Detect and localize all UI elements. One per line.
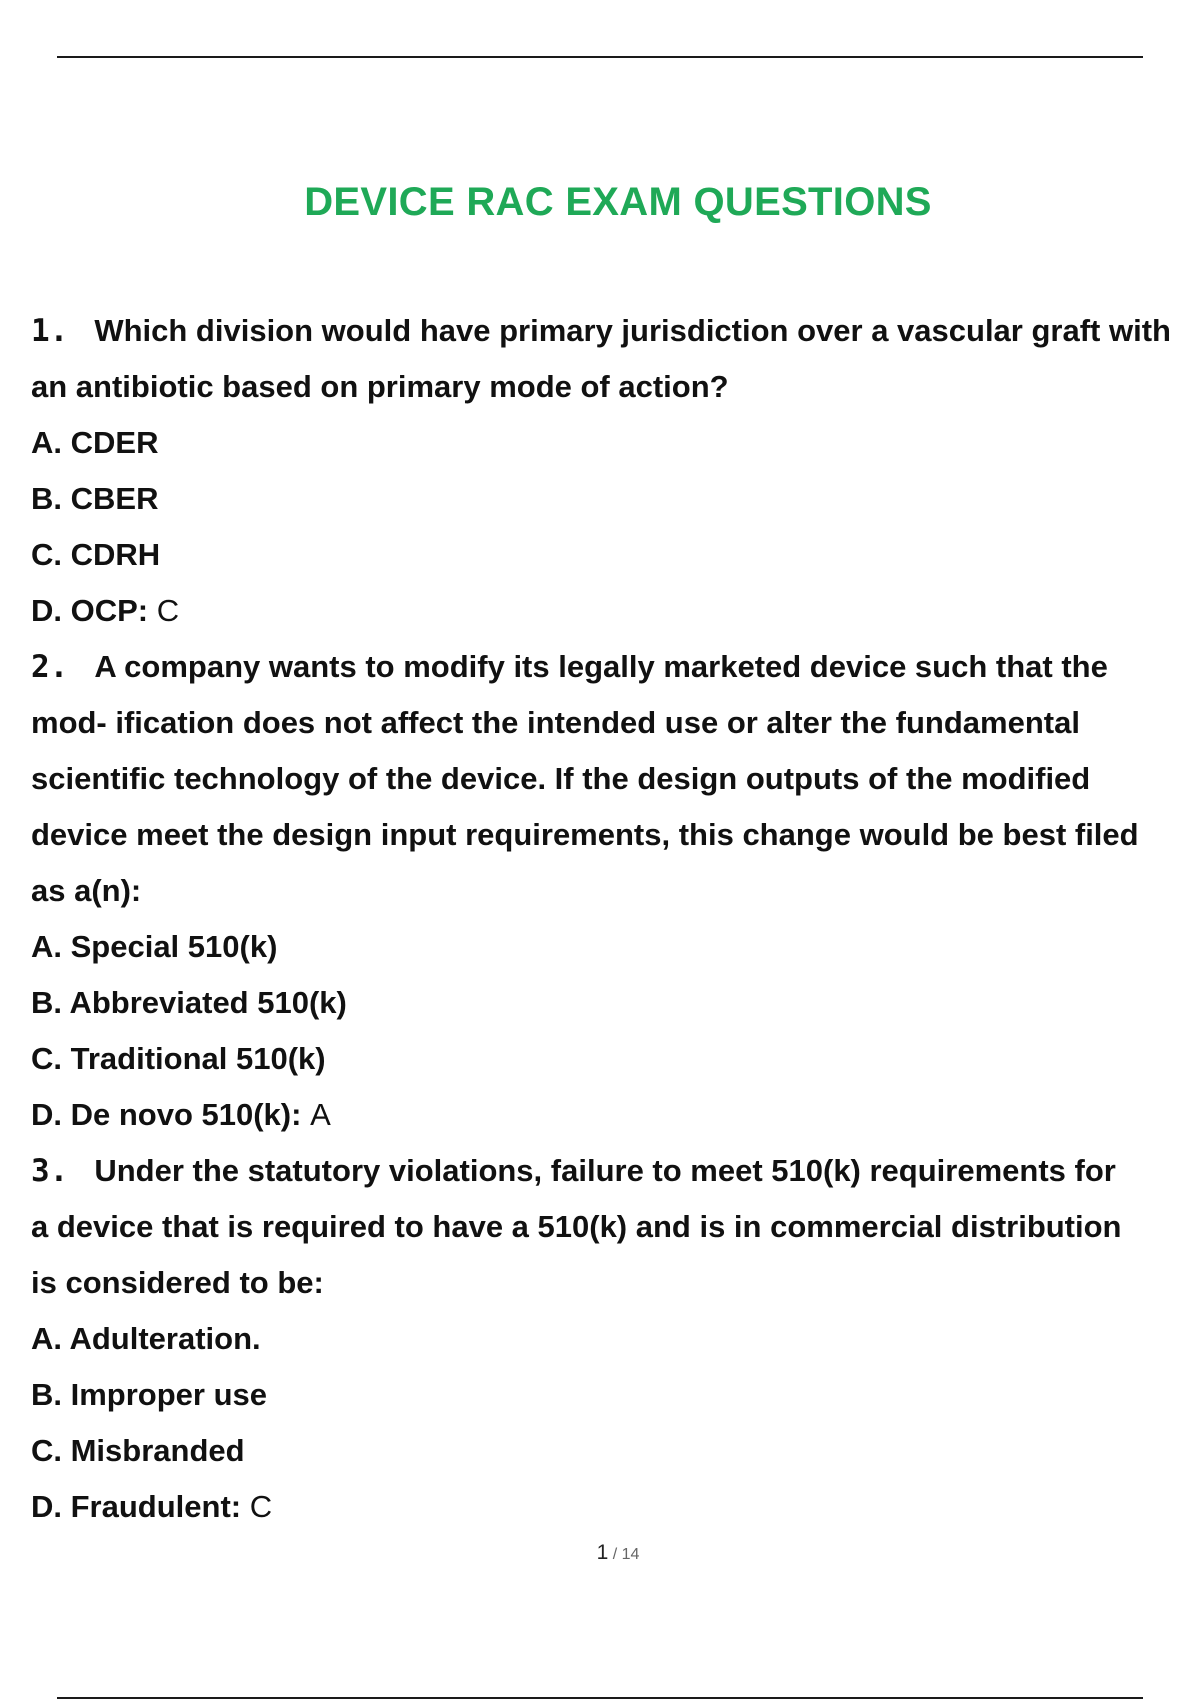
question-number: 1. — [31, 313, 69, 349]
question-line: mod- ification does not affect the intended use or alter the fundamental — [31, 705, 1080, 740]
question-1 — [31, 303, 1200, 639]
answer-key: A — [310, 1097, 331, 1132]
question-line: scientific technology of the device. If the design outputs of the modified — [31, 761, 1091, 796]
question-2 — [31, 639, 1200, 1143]
question-text — [31, 303, 1200, 359]
option-d-label: D. OCP: — [31, 593, 149, 628]
question-line: is considered to be: — [31, 1265, 324, 1300]
option-d — [31, 1087, 1200, 1143]
question-list — [31, 303, 1200, 1535]
document-title: DEVICE RAC EXAM QUESTIONS — [304, 180, 932, 224]
option-d — [31, 1479, 1200, 1535]
question-line: A company wants to modify its legally marketed device such that the — [94, 649, 1108, 684]
option-b: B. CBER — [31, 481, 159, 516]
bottom-divider — [57, 1697, 1143, 1699]
page-separator: / — [608, 1546, 622, 1563]
option-d — [31, 583, 1200, 639]
answer-key: C — [249, 1489, 273, 1524]
question-line: a device that is required to have a 510(k) and is in commercial distribution — [31, 1209, 1122, 1244]
page-total: 14 — [621, 1546, 640, 1563]
question-line: Under the statutory violations, failure to meet 510(k) requirements for — [94, 1153, 1116, 1188]
question-line: as a(n): — [31, 873, 142, 908]
question-text — [31, 639, 1200, 695]
answer-key: C — [156, 593, 180, 628]
question-line: device meet the design input requirements, this change would be best filed — [31, 817, 1139, 852]
option-d-label: D. De novo 510(k): — [31, 1097, 302, 1132]
top-divider — [57, 56, 1143, 58]
page-indicator — [0, 1541, 1200, 1565]
option-a: A. Adulteration. — [31, 1321, 261, 1356]
question-number: 3. — [31, 1153, 69, 1189]
question-3 — [31, 1143, 1200, 1535]
option-a: A. Special 510(k) — [31, 929, 278, 964]
option-c: C. Misbranded — [31, 1433, 245, 1468]
page-current: 1 — [596, 1541, 609, 1564]
option-b: B. Abbreviated 510(k) — [31, 985, 347, 1020]
option-d-label: D. Fraudulent: — [31, 1489, 242, 1524]
option-b: B. Improper use — [31, 1377, 267, 1412]
question-line: Which division would have primary jurisdiction over a vascular graft with — [94, 313, 1171, 348]
question-text — [31, 1143, 1200, 1199]
option-a: A. CDER — [31, 425, 159, 460]
option-c: C. CDRH — [31, 537, 161, 572]
question-line: an antibiotic based on primary mode of action? — [31, 369, 729, 404]
question-number: 2. — [31, 649, 69, 685]
option-c: C. Traditional 510(k) — [31, 1041, 326, 1076]
